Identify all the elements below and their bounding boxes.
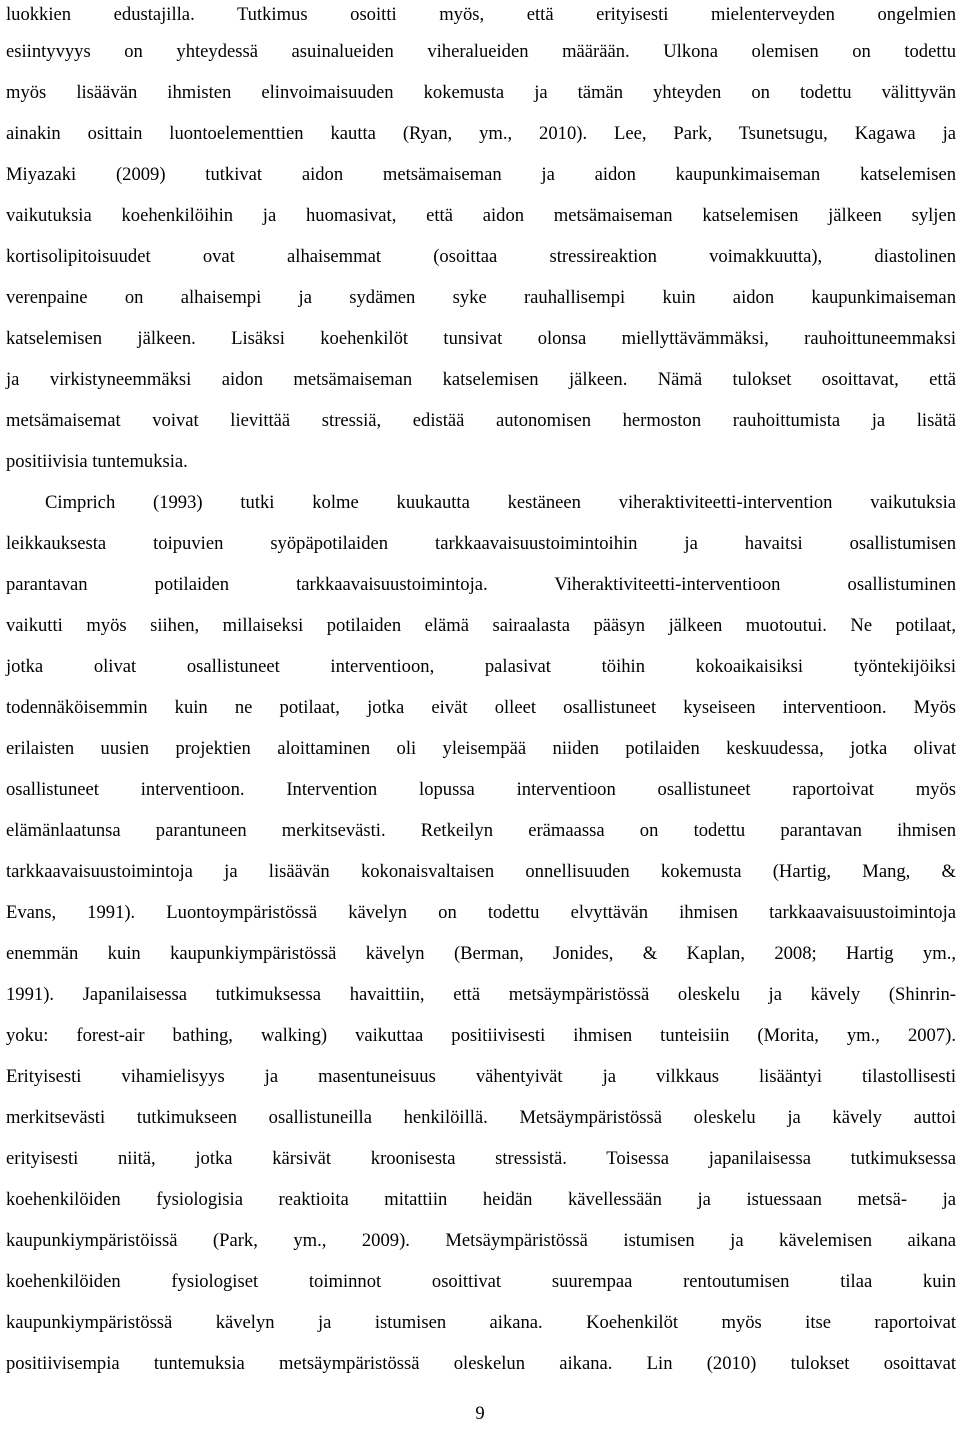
text-line: ainakin osittain luontoelementtien kautta (Ryan, ym., 2010). Lee, Park, Tsunetsugu, Kagawa ja [6,123,956,144]
text-line: vaikutuksia koehenkilöihin ja huomasivat, että aidon metsämaiseman katselemisen jälkeen syljen [6,205,956,226]
text-line: koehenkilöiden fysiologisia reaktioita mitattiin heidän kävellessään ja istuessaan metsä- ja [6,1189,956,1210]
text-line: leikkauksesta toipuvien syöpäpotilaiden tarkkaavaisuustoimintoihin ja havaitsi osallistumisen [6,533,956,554]
text-line: elämänlaatunsa parantuneen merkitsevästi. Retkeilyn erämaassa on todettu parantavan ihmisen [6,820,956,841]
text-line: ja virkistyneemmäksi aidon metsämaiseman katselemisen jälkeen. Nämä tulokset osoittavat, että [6,369,956,390]
text-line: Miyazaki (2009) tutkivat aidon metsämaiseman ja aidon kaupunkimaiseman katselemisen [6,164,956,185]
text-line: esiintyvyys on yhteydessä asuinalueiden viheralueiden määrään. Ulkona olemisen on todettu [6,41,956,62]
text-line: kortisolipitoisuudet ovat alhaisemmat (osoittaa stressireaktion voimakkuutta), diastolinen [6,246,956,267]
text-line: Evans, 1991). Luontoympäristössä kävelyn on todettu elvyttävän ihmisen tarkkaavaisuustoimintoja [6,902,956,923]
text-line: parantavan potilaiden tarkkaavaisuustoimintoja. Viheraktiviteetti-interventioon osallistuminen [6,574,956,595]
text-line: Erityisesti vihamielisyys ja masentuneisuus vähentyivät ja vilkkaus lisääntyi tilastollisesti [6,1066,956,1087]
page-number: 9 [475,1403,485,1424]
text-line: osallistuneet interventioon. Intervention lopussa interventioon osallistuneet raportoivat myös [6,779,956,800]
text-line: kaupunkiympäristöissä (Park, ym., 2009). Metsäympäristössä istumisen ja kävelemisen aikana [6,1230,956,1251]
text-line: yoku: forest-air bathing, walking) vaikuttaa positiivisesti ihmisen tunteisiin (Morita, ym., 2007). [6,1025,956,1046]
text-line: positiivisempia tuntemuksia metsäympäristössä oleskelun aikana. Lin (2010) tulokset osoittavat [6,1353,956,1374]
text-line: luokkien edustajilla. Tutkimus osoitti myös, että erityisesti mielenterveyden ongelmien [6,4,956,25]
text-line: positiivisia tuntemuksia. [6,451,188,472]
text-line: koehenkilöiden fysiologiset toiminnot osoittivat suurempaa rentoutumisen tilaa kuin [6,1271,956,1292]
text-line: kaupunkiympäristössä kävelyn ja istumisen aikana. Koehenkilöt myös itse raportoivat [6,1312,956,1333]
text-line: erilaisten uusien projektien aloittaminen oli yleisempää niiden potilaiden keskuudessa, jotka olivat [6,738,956,759]
text-line: todennäköisemmin kuin ne potilaat, jotka eivät olleet osallistuneet kyseiseen interventioon. Myös [6,697,956,718]
text-line: myös lisäävän ihmisten elinvoimaisuuden kokemusta ja tämän yhteyden on todettu välittyvän [6,82,956,103]
text-line: vaikutti myös siihen, millaiseksi potilaiden elämä sairaalasta pääsyn jälkeen muotoutui. Ne potilaat, [6,615,956,636]
text-line: enemmän kuin kaupunkiympäristössä kävelyn (Berman, Jonides, & Kaplan, 2008; Hartig ym., [6,943,956,964]
text-line: 1991). Japanilaisessa tutkimuksessa havaittiin, että metsäympäristössä oleskelu ja kävely (Shinrin- [6,984,956,1005]
text-line: erityisesti niitä, jotka kärsivät kroonisesta stressistä. Toisessa japanilaisessa tutkimuksessa [6,1148,956,1169]
text-line: jotka olivat osallistuneet interventioon, palasivat töihin kokoaikaisiksi työntekijöiksi [6,656,956,677]
text-line: verenpaine on alhaisempi ja sydämen syke rauhallisempi kuin aidon kaupunkimaiseman [6,287,956,308]
text-line: merkitsevästi tutkimukseen osallistuneilla henkilöillä. Metsäympäristössä oleskelu ja kävely auttoi [6,1107,956,1128]
text-line: Cimprich (1993) tutki kolme kuukautta kestäneen viheraktiviteetti-intervention vaikutuksia [45,492,956,513]
text-line: tarkkaavaisuustoimintoja ja lisäävän kokonaisvaltaisen onnellisuuden kokemusta (Hartig, Mang, & [6,861,956,882]
text-line: katselemisen jälkeen. Lisäksi koehenkilöt tunsivat olonsa miellyttävämmäksi, rauhoittuneemmaksi [6,328,956,349]
text-line: metsämaisemat voivat lievittää stressiä, edistää autonomisen hermoston rauhoittumista ja lisätä [6,410,956,431]
